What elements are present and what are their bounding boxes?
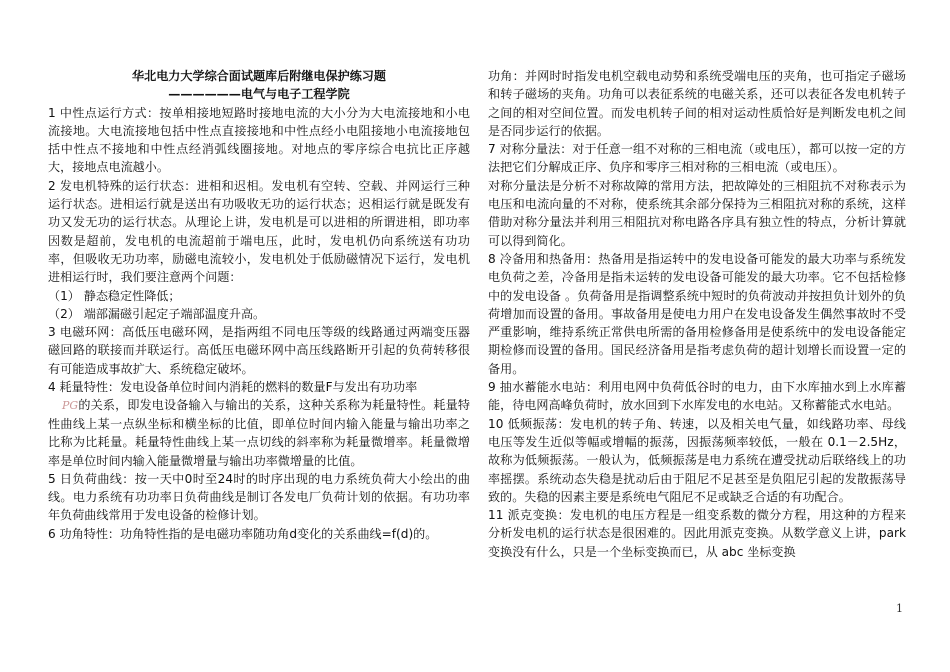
page-subtitle: ——————电气与电子工程学院 xyxy=(168,87,350,102)
left-column xyxy=(48,67,470,543)
paragraph-low-frequency-oscillation: 10 低频振荡：发电机的转子角、转速，以及相关电气量，如线路功率、母线电压等发生近似等幅或增幅的振荡，因振荡频率较低，一般在 0.1－2.5Hz，故称为低频振荡。一般认为，低频振荡是电力系统在遭受扰动后联络线上的功率摇摆。系统动态失稳是扰动后由于阻尼不足甚至是负阻尼引起的发散振荡导致的。失稳的因素主要是系统电气阻尼不足或缺乏合适的有功配合。 xyxy=(488,416,906,504)
paragraph-neutral-point: 1 中性点运行方式：按单相接地短路时接地电流的大小分为大电流接地和小电流接地。大电流接地包括中性点直接接地和中性点经小电阻接地小电流接地包括中性点不接地和中性点经消弧线圈接地。对地点的零序综合电抗比正序越大，接地点电流越小。 xyxy=(48,105,470,175)
right-column xyxy=(488,67,906,561)
paragraph-electromagnetic-ring: 3 电磁环网：高低压电磁环网，是指两组不同电压等级的线路通过两端变压器磁回路的联接而并联运行。高低压电磁环网中高压线路断开引起的负荷转移很有可能造成事故扩大、系统稳定破坏。 xyxy=(48,325,470,376)
paragraph-consumption-characteristic: 4 耗量特性：发电设备单位时间内消耗的燃料的数量F与发出有功功率 xyxy=(48,380,418,395)
paragraph-reserves: 8 冷备用和热备用：热备用是指运转中的发电设备可能发的最大功率与系统发电负荷之差，冷备用是指未运转的发电设备可能发的最大功率。它不包括检修中的发电设备 。负荷备用是指调整系统中短时的负荷波动并按担负计划外的负荷增加而设置的备用。事故备用是使电力用户在发电设备发生偶然事故时不受严重影响，维持系统正常供电所需的备用检修备用是使系统中的发电设备能定期检修而设置的备用。国民经济备用是指考虑负荷的超计划增长而设置一定的备用。 xyxy=(488,251,906,376)
paragraph-park-transform: 11 派克变换：发电机的电压方程是一组变系数的微分方程，用这种的方程来分析发电机的运行状态是很困难的。因此用派克变换。从数学意义上讲，park 变换没有什么，只是一个坐标变换而已，从 abc 坐标变换 xyxy=(488,508,906,559)
paragraph-power-angle: 6 功角特性：功角特性指的是电磁功率随功角d变化的关系曲线=f(d)的。 xyxy=(48,526,438,541)
paragraph-daily-load-curve: 5 日负荷曲线：按一天中0时至24时的时序出现的电力系统负荷大小绘出的曲线。电力系统有功功率日负荷曲线是制订各发电厂负荷计划的依据。有功功率年负荷曲线常用于发电设备的检修计划。 xyxy=(48,471,470,523)
list-item-stability: （1） 静态稳定性降低； xyxy=(48,288,181,303)
paragraph-symmetric-method: 对称分量法是分析不对称故障的常用方法，把故障处的三相阻抗不对称表示为电压和电流向量的不对称，使系统其余部分保持为三相阻抗对称的系统，这样借助对称分量法并利用三相阻抗对称电路各序具有独立性的特点，分析计算就可以得到简化。 xyxy=(488,178,906,248)
paragraph-consumption-continued xyxy=(48,396,470,470)
pg-symbol: PG xyxy=(62,398,79,412)
list-item-end-leakage: （2） 端部漏磁引起定子端部温度升高。 xyxy=(48,306,266,321)
paragraph-symmetric-components: 7 对称分量法：对于任意一组不对称的三相电流（或电压），都可以按一定的方法把它们分解成正序、负序和零序三相对称的三相电流（或电压）。 xyxy=(488,142,906,175)
paragraph-pumped-storage: 9 抽水蓄能水电站：利用电网中负荷低谷时的电力，由下水库抽水到上水库蓄能，待电网高峰负荷时，放水回到下水库发电的水电站。又称蓄能式水电站。 xyxy=(488,380,906,413)
page-number: 1 xyxy=(896,602,903,615)
paragraph-consumption-text: 的关系，即发电设备输入与输出的关系，这种关系称为耗量特性。耗量特性曲线上某一点纵坐标和横坐标的比值，即单位时间内输入能量与输出功率之比称为比耗量。耗量特性曲线上某一点切线的斜率称为耗量微增率。耗量微增率是单位时间内输入能量微增量与输出功率微增量的比值。 xyxy=(48,398,470,468)
page-title: 华北电力大学综合面试题库后附继电保护练习题 xyxy=(132,69,386,83)
paragraph-generator-states: 2 发电机特殊的运行状态：进相和迟相。发电机有空转、空载、并网运行三种运行状态。进相运行就是送出有功吸收无功的运行状态；迟相运行就是既发有功又发无功的运行状态。从理论上讲，发电机是可以进相的所谓进相，即功率因数是超前，发电机的电流超前于端电压，此时，发电机仍向系统送有功功率，但吸收无功功率，励磁电流较小，发电机处于低励磁情况下运行，发电机进相运行时，我们要注意两个问题： xyxy=(48,178,470,285)
paragraph-power-angle-definition: 功角：并网时时指发电机空载电动势和系统受端电压的夹角，也可指定子磁场和转子磁场的夹角。功角可以表征系统的电磁关系，还可以表征各发电机转子之间的相对空间位置。而发电机转子间的相对运动性质恰好是判断发电机之间是否同步运行的依据。 xyxy=(488,69,906,138)
